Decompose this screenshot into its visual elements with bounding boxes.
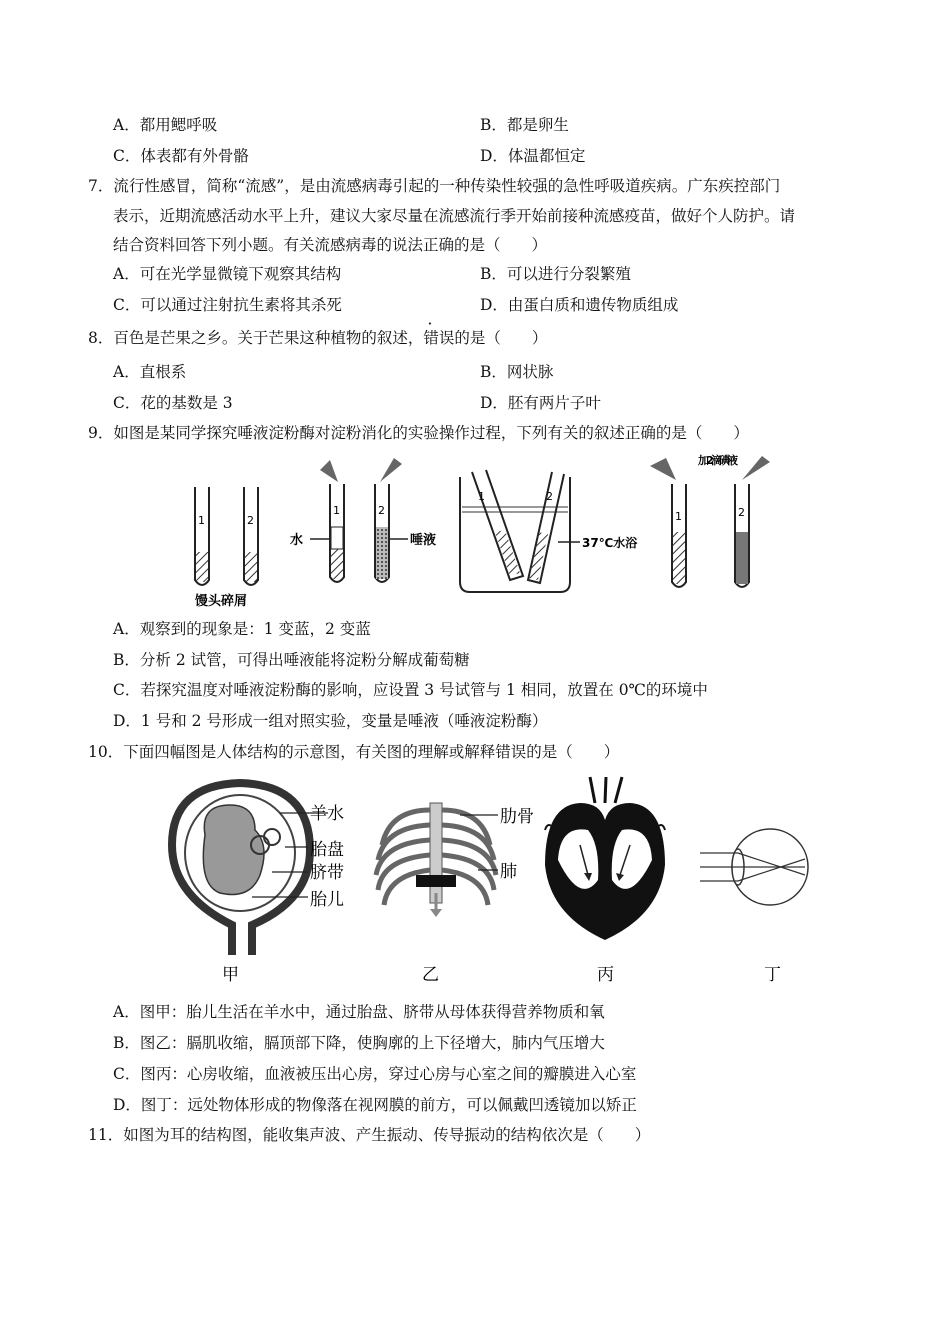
label-iodine: 加2滴碘液 [698, 454, 738, 467]
q7-option-a: A．可在光学显微镜下观察其结构 [113, 265, 342, 283]
q10-option-d: D．图丁：远处物体形成的物像落在视网膜的前方，可以佩戴凹透镜加以矫正 [113, 1096, 637, 1114]
q7-option-c: C．可以通过注射抗生素将其杀死 [113, 296, 342, 314]
step2-tubes [290, 458, 436, 582]
step4-tube1-label: 1 [675, 510, 682, 523]
q8-option-a: A．直根系 [113, 363, 187, 381]
q10-option-a: A．图甲：胎儿生活在羊水中，通过胎盘、脐带从母体获得营养物质和氧 [113, 1003, 605, 1021]
q8-stem-pre: 8．百色是芒果之乡。关于芒果这种植物的叙述， [88, 329, 424, 347]
figure-jia [172, 783, 344, 985]
q8-option-d: D．胚有两片子叶 [480, 394, 601, 412]
step2-tube2-label: 2 [378, 504, 385, 517]
q9-experiment-figure [180, 452, 800, 612]
water-bath [460, 470, 638, 592]
q10-body-figure [160, 775, 820, 990]
figure-yi [376, 803, 534, 985]
label-cord: 脐带 [310, 863, 344, 883]
step1-tube1-label: 1 [198, 514, 205, 527]
step2-tube1-label: 1 [333, 504, 340, 517]
q9-option-a: A．观察到的现象是：1 变蓝，2 变蓝 [113, 620, 371, 638]
label-rib: 肋骨 [500, 807, 534, 827]
q7-stem-line3: 结合资料回答下列小题。有关流感病毒的说法正确的是（ ） [113, 236, 548, 254]
figure-bing [545, 777, 665, 985]
label-bath: 37℃水浴 [582, 536, 638, 550]
q10-option-c: C．图丙：心房收缩，血液被压出心房，穿过心房与心室之间的瓣膜进入心室 [113, 1065, 637, 1083]
q8-stem-emphasis: 错误 [423, 329, 455, 347]
q9-option-b: B．分析 2 试管，可得出唾液能将淀粉分解成葡萄糖 [113, 651, 470, 669]
bath-tube1-label: 1 [478, 490, 485, 503]
q9-option-c: C．若探究温度对唾液淀粉酶的影响，应设置 3 号试管与 1 相同，放置在 0℃的环境中 [113, 681, 708, 699]
label-food: 馒头碎屑 [195, 594, 248, 609]
q6-option-b: B．都是卵生 [480, 116, 569, 134]
label-bing: 丙 [597, 965, 614, 985]
label-placenta: 胎盘 [310, 840, 344, 860]
figure-ding [700, 829, 808, 985]
q7-option-b: B．可以进行分裂繁殖 [480, 265, 631, 283]
label-lung: 肺 [500, 862, 517, 882]
q9-stem: 9．如图是某同学探究唾液淀粉酶对淀粉消化的实验操作过程，下列有关的叙述正确的是（ ） [88, 424, 749, 442]
step1-tube2-label: 2 [247, 514, 254, 527]
step4-tubes [650, 453, 770, 587]
bath-tube2-label: 2 [546, 490, 553, 503]
q6-option-a: A．都用鳃呼吸 [113, 116, 218, 134]
label-jia: 甲 [222, 965, 239, 985]
q8-option-b: B．网状脉 [480, 363, 554, 381]
label-water: 水 [290, 533, 304, 548]
label-amniotic: 羊水 [310, 804, 344, 824]
label-ding: 丁 [764, 965, 781, 985]
q10-stem: 10．下面四幅图是人体结构的示意图，有关图的理解或解释错误的是（ ） [88, 743, 620, 761]
q8-option-c: C．花的基数是 3 [113, 394, 233, 412]
q6-option-d: D．体温都恒定 [480, 147, 586, 165]
q9-option-d: D．1 号和 2 号形成一组对照实验，变量是唾液（唾液淀粉酶） [113, 712, 548, 730]
q8-stem [88, 328, 547, 348]
q10-option-b: B．图乙：膈肌收缩，膈顶部下降，使胸廓的上下径增大，肺内气压增大 [113, 1034, 605, 1052]
q7-stem-line2: 表示，近期流感活动水平上升，建议大家尽量在流感流行季开始前接种流感疫苗，做好个人防护。请 [113, 207, 796, 225]
q11-stem: 11．如图为耳的结构图，能收集声波、产生振动、传导振动的结构依次是（ ） [88, 1126, 651, 1144]
q7-option-d: D．由蛋白质和遗传物质组成 [480, 296, 679, 314]
label-yi: 乙 [422, 965, 439, 985]
step4-tube2-label: 2 [738, 506, 745, 519]
step1-tubes [195, 487, 258, 609]
label-fetus: 胎儿 [310, 890, 344, 910]
q7-stem-line1: 7．流行性感冒，简称“流感”，是由流感病毒引起的一种传染性较强的急性呼吸道疾病。广东疾控部门 [88, 177, 781, 195]
q6-option-c: C．体表都有外骨骼 [113, 147, 249, 165]
label-saliva: 唾液 [410, 533, 437, 548]
q8-stem-post: 的是（ ） [454, 329, 548, 347]
